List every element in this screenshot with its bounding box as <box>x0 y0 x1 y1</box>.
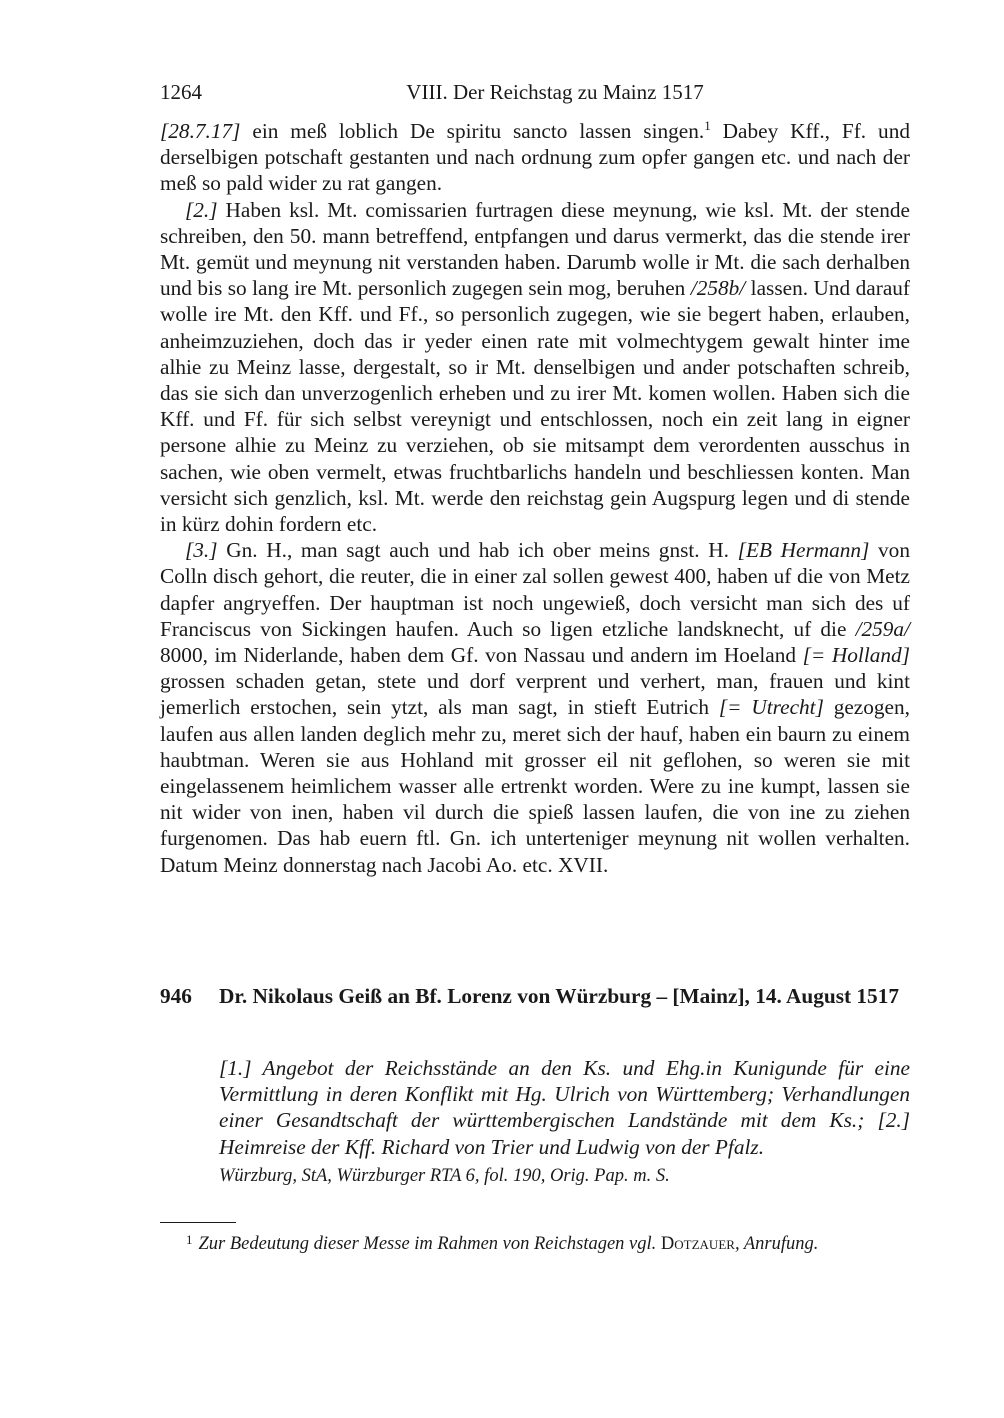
section-marker: [2.] <box>185 197 218 222</box>
document-regest: [1.] Angebot der Reichsstände an den Ks. und Ehg.in Kunigunde für eine Vermittlung in deren Konflikt mit Hg. Ulrich von Württemberg; Verhandlungen einer Gesandtschaft der württembergischen Landstände mit dem Ks.; [2.] Heimreise der Kff. Richard von Trier und Ludwig von der Pfalz. <box>219 1056 910 1159</box>
document-source: Würzburg, StA, Würzburger RTA 6, fol. 190, Orig. Pap. m. S. <box>219 1166 670 1186</box>
page-header <box>160 80 910 110</box>
editorial-note: [= Holland] <box>802 643 910 668</box>
footnote-reference: 1 <box>704 118 711 133</box>
footnote-number: 1 <box>186 1232 193 1247</box>
paragraph-1: [28.7.17] ein meß loblich De spiritu sancto lassen singen.$^1$ Dabey Kff., Ff. und derselbigen potschaft gestanten und nach ordnung zum opfer gangen etc. und nach der meß so pald wider zu rat gangen. <box>160 118 910 196</box>
folio-marker: /259a/ <box>855 616 910 641</box>
paragraph-3: [3.] Gn. H., man sagt auch und hab ich ober meins gnst. H. [EB Hermann] von Colln disch gehort, die reuter, die in einer zal sollen gewest 400, haben uf die von Metz dapfer angryeffen. Der hauptman ist noch ungewieß, doch versicht man sich des uf Franciscus von Sickingen haufen. Auch so ligen etzliche landsknecht, uf die /259a/ 8000, im Niderlande, haben dem Gf. von Nassau und andern im Hoeland [= Holland] grossen schaden getan, stete und dorf verprent und verhert, man, frauen und kint jemerlich erstochen, sein ytzt, als man sagt, in stieft Eutrich [= Utrecht] gezogen, laufen aus allen landen deglich mehr zu, meret sich der hauf, haben ein baurn zu einem haubtman. Weren sie aus Hohland mit grosser eil nit geflohen, so weren sie mit eingelassenem heimlichem wasser alle ertrenkt worden. Were zu ine kumpt, lassen sie nit wider von inen, haben vil durch die spieß lassen laufen, die von ine zu ziehen furgenomen. Das hab euern ftl. Gn. ich unterteniger meynung nit wollen verhalten. Datum Meinz donnerstag nach Jacobi Ao. etc. XVII. <box>160 538 910 877</box>
document-title: Dr. Nikolaus Geiß an Bf. Lorenz von Würzburg – [Mainz], 14. August 1517 <box>219 984 899 1008</box>
date-reference: [28.7.17] <box>160 119 241 143</box>
footnote: $^1$ Zur Bedeutung dieser Messe im Rahmen von Reichstagen vgl. Dotzauer, Anrufung. <box>186 1232 819 1254</box>
document-number: 946 <box>160 984 192 1008</box>
footnote-divider <box>160 1222 236 1223</box>
document-heading <box>160 984 910 1009</box>
page-number: 1264 <box>160 80 202 104</box>
editorial-note: [EB Hermann] <box>737 538 870 563</box>
paragraph-2: [2.] Haben ksl. Mt. comissarien furtragen diese meynung, wie ksl. Mt. der stende schreiben, den 50. mann betreffend, entpfangen und darus vermerkt, das die stende irer Mt. gemüt und meynung nit verstanden haben. Darumb wolle ir Mt. die sach derhalben und bis so lang ire Mt. personlich zugegen sein mog, beruhen /258b/ lassen. Und darauf wolle ire Mt. den Kff. und Ff., so personlich zugegen, wie sie begert haben, erlauben, anheimzuziehen, doch das ir yeder einen rate mit volmechtygem gewalt hinter ime alhie zu Meinz lasse, dergestalt, so ir Mt. denselbigen und ander potschaften schreib, das sie sich dan unverzogenlich erheben und zu irer Mt. komen wollen. Haben sich die Kff. und Ff. für sich selbst vereynigt und entschlossen, noch ein zeit lang in eigner persone alhie zu Meinz zu verziehen, ob sie mitsampt dem verordenten ausschus in sachen, wie oben vermelt, etwas fruchtbarlichs handeln und beschliessen konten. Man versicht sich genzlich, ksl. Mt. werde den reichstag gein Augspurg legen und di stende in kürz dohin fordern etc. <box>160 197 911 537</box>
body-text <box>160 118 910 878</box>
editorial-note: [= Utrecht] <box>718 695 824 720</box>
section-marker: [3.] <box>185 538 218 563</box>
folio-marker: /258b/ <box>690 276 746 301</box>
running-title: VIII. Der Reichstag zu Mainz 1517 <box>406 80 704 104</box>
footnote-author: Dotzauer <box>660 1234 735 1254</box>
